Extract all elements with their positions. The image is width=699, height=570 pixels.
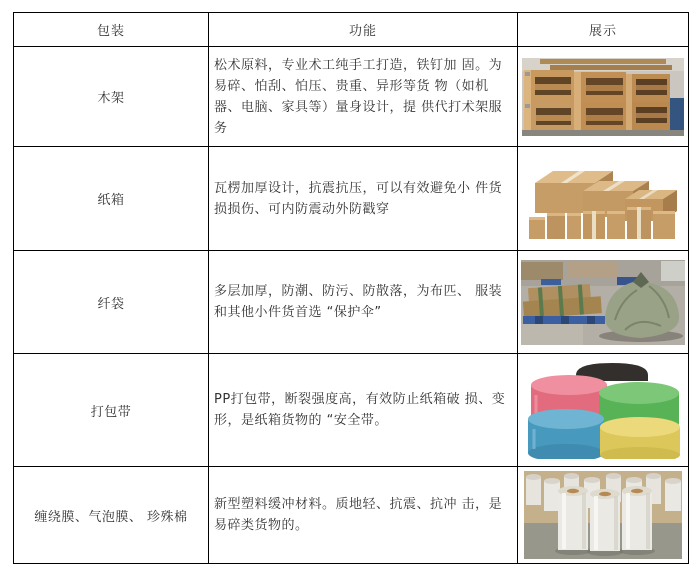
header-display: 展示 [518, 13, 689, 47]
display-cell [518, 354, 689, 467]
display-cell [518, 47, 689, 147]
table-row [14, 47, 689, 147]
packaging-function: 新型塑料缓冲材料。质地轻、抗震、抗冲 击，是易碎类货物的。 [209, 467, 518, 564]
table-row [14, 147, 689, 251]
display-cell [518, 147, 689, 251]
packaging-function: PP打包带，断裂强度高，有效防止纸箱破 损、变形，是纸箱货物的 “安全带。 [209, 354, 518, 467]
strapping-rolls-photo [524, 361, 682, 459]
table-row [14, 251, 689, 354]
packaging-function: 多层加厚，防潮、防污、防散落，为布匹、 服装和其他小件货首选 “保护伞” [209, 251, 518, 354]
packaging-function: 松术原料，专业术工纯手工打造，铁钉加 固。为易碎、怕刮、怕压、贵重、异形等货 物（如机器、电脑、家具等）量身设计，提 供代打术架服务 [209, 47, 518, 147]
wooden-crates-photo [522, 58, 684, 136]
packaging-function: 瓦楞加厚设计，抗震抗压，可以有效避免小 件货损损伤、可内防震动外防戳穿 [209, 147, 518, 251]
table-row [14, 354, 689, 467]
packaging-table [13, 12, 689, 564]
display-cell [518, 251, 689, 354]
packaging-name: 缠绕膜、气泡膜、 珍殊棉 [14, 467, 209, 564]
packaging-name: 纤袋 [14, 251, 209, 354]
packaging-name: 纸箱 [14, 147, 209, 251]
packaging-name: 木架 [14, 47, 209, 147]
cardboard-boxes-photo [521, 155, 685, 243]
header-function: 功能 [209, 13, 518, 47]
table-header-row [14, 13, 689, 47]
header-packaging: 包装 [14, 13, 209, 47]
display-cell [518, 467, 689, 564]
table-row [14, 467, 689, 564]
stretch-film-photo [524, 471, 682, 559]
packaging-name: 打包带 [14, 354, 209, 467]
fiber-bag-photo [521, 260, 685, 345]
